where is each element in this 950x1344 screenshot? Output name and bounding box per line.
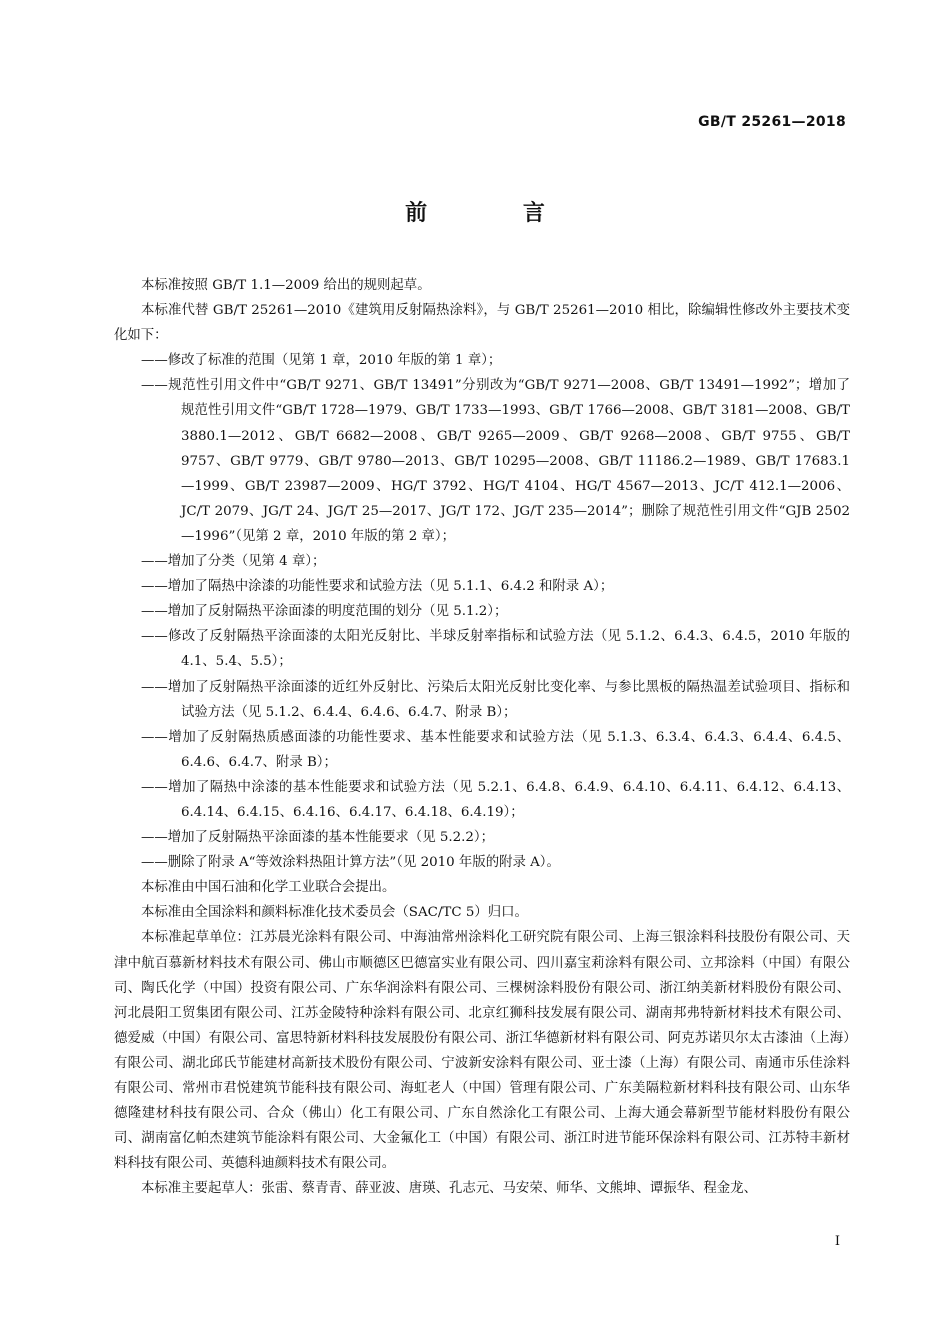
change-item: ——增加了分类（见第 4 章）；: [141, 554, 326, 570]
page-title: 前 言: [405, 201, 589, 226]
change-item: ——增加了反射隔热平涂面漆的明度范围的划分（见 5.1.2）；: [141, 604, 508, 620]
change-item: ——增加了反射隔热质感面漆的功能性要求、基本性能要求和试验方法（见 5.1.3、6.3.4、6.4.3、6.4.4、6.4.5、6.4.6、6.4.7、附录 B）；: [141, 729, 850, 770]
change-item: ——增加了隔热中涂漆的基本性能要求和试验方法（见 5.2.1、6.4.8、6.4.9、6.4.10、6.4.11、6.4.12、6.4.13、6.4.14、6.4.15、6.4.16、6.4.17、6.4.18、6.4.19）；: [141, 779, 850, 820]
drafters-paragraph: 本标准主要起草人：张雷、蔡青青、薛亚波、唐瑛、孔志元、马安荣、师华、文熊坤、谭振华、程金龙、: [141, 1181, 757, 1197]
drafting-units-paragraph: 本标准起草单位：江苏晨光涂料有限公司、中海油常州涂料化工研究院有限公司、上海三银涂料科技股份有限公司、天津中航百慕新材料技术有限公司、佛山市顺德区巴德富实业有限公司、四川嘉宝莉涂料有限公司、立邦涂料（中国）有限公司、陶氏化学（中国）投资有限公司、广东华润涂料有限公司、三棵树涂料股份有限公司、浙江纳美新材料股份有限公司、河北晨阳工贸集团有限公司、江苏金陵特种涂料有限公司、北京红狮科技发展有限公司、湖南邦弗特新材料技术有限公司、德爱威（中国）有限公司、富思特新材料科技发展股份有限公司、浙江华德新材料有限公司、阿克苏诺贝尔太古漆油（上海）有限公司、湖北邱氏节能建材高新技术股份有限公司、宁波新安涂料有限公司、亚士漆（上海）有限公司、南通市乐佳涂料有限公司、常州市君悦建筑节能科技有限公司、海虹老人（中国）管理有限公司、广东美隔粒新材料科技有限公司、山东华德隆建材科技有限公司、合众（佛山）化工有限公司、广东自然涂化工有限公司、上海大通会幕新型节能材料股份有限公司、湖南富亿帕杰建筑节能涂料有限公司、大金氟化工（中国）有限公司、浙江时进节能环保涂料有限公司、江苏特丰新材料科技有限公司、英德科迪颜料技术有限公司。: [114, 930, 850, 1172]
change-item: ——修改了标准的范围（见第 1 章，2010 年版的第 1 章）；: [141, 353, 502, 369]
change-item: ——增加了隔热中涂漆的功能性要求和试验方法（见 5.1.1、6.4.2 和附录 A）；: [141, 579, 614, 595]
committee-paragraph: 本标准由全国涂料和颜料标准化技术委员会（SAC/TC 5）归口。: [141, 905, 528, 921]
standard-code: GB/T 25261—2018: [698, 114, 846, 130]
document-body: [114, 273, 850, 1201]
change-item: ——修改了反射隔热平涂面漆的太阳光反射比、半球反射率指标和试验方法（见 5.1.2、6.4.3、6.4.5，2010 年版的 4.1、5.4、5.5）；: [141, 629, 850, 670]
change-item: ——增加了反射隔热平涂面漆的近红外反射比、污染后太阳光反射比变化率、与参比黑板的隔热温差试验项目、指标和试验方法（见 5.1.2、6.4.4、6.4.6、6.4.7、附录 B）；: [141, 679, 850, 720]
intro-paragraph: 本标准代替 GB/T 25261—2010《建筑用反射隔热涂料》，与 GB/T 25261—2010 相比，除编辑性修改外主要技术变化如下：: [114, 303, 850, 344]
change-item: ——规范性引用文件中“GB/T 9271、GB/T 13491”分别改为“GB/T 9271—2008、GB/T 13491—1992”；增加了规范性引用文件“GB/T 1728—1979、GB/T 1733—1993、GB/T 1766—2008、GB/T 3181—2008、GB/T 3880.1—2012、GB/T 6682—2008、GB/T 9265—2009、GB/T 9268—2008、GB/T 9755、GB/T 9757、GB/T 9779、GB/T 9780—2013、GB/T 10295—2008、GB/T 11186.2—1989、GB/T 17683.1—1999、GB/T 23987—2009、HG/T 3792、HG/T 4104、HG/T 4567—2013、JC/T 412.1—2006、JC/T 2079、JG/T 24、JG/T 25—2017、JG/T 172、JG/T 235—2014”；删除了规范性引用文件“GJB 2502—1996”（见第 2 章，2010 年版的第 2 章）；: [141, 378, 850, 544]
change-item: ——删除了附录 A“等效涂料热阻计算方法”（见 2010 年版的附录 A）。: [141, 855, 560, 871]
proposer-paragraph: 本标准由中国石油和化学工业联合会提出。: [141, 880, 396, 896]
change-item: ——增加了反射隔热平涂面漆的基本性能要求（见 5.2.2）；: [141, 830, 495, 846]
page-number: I: [834, 1234, 840, 1249]
intro-paragraph: 本标准按照 GB/T 1.1—2009 给出的规则起草。: [141, 278, 431, 293]
